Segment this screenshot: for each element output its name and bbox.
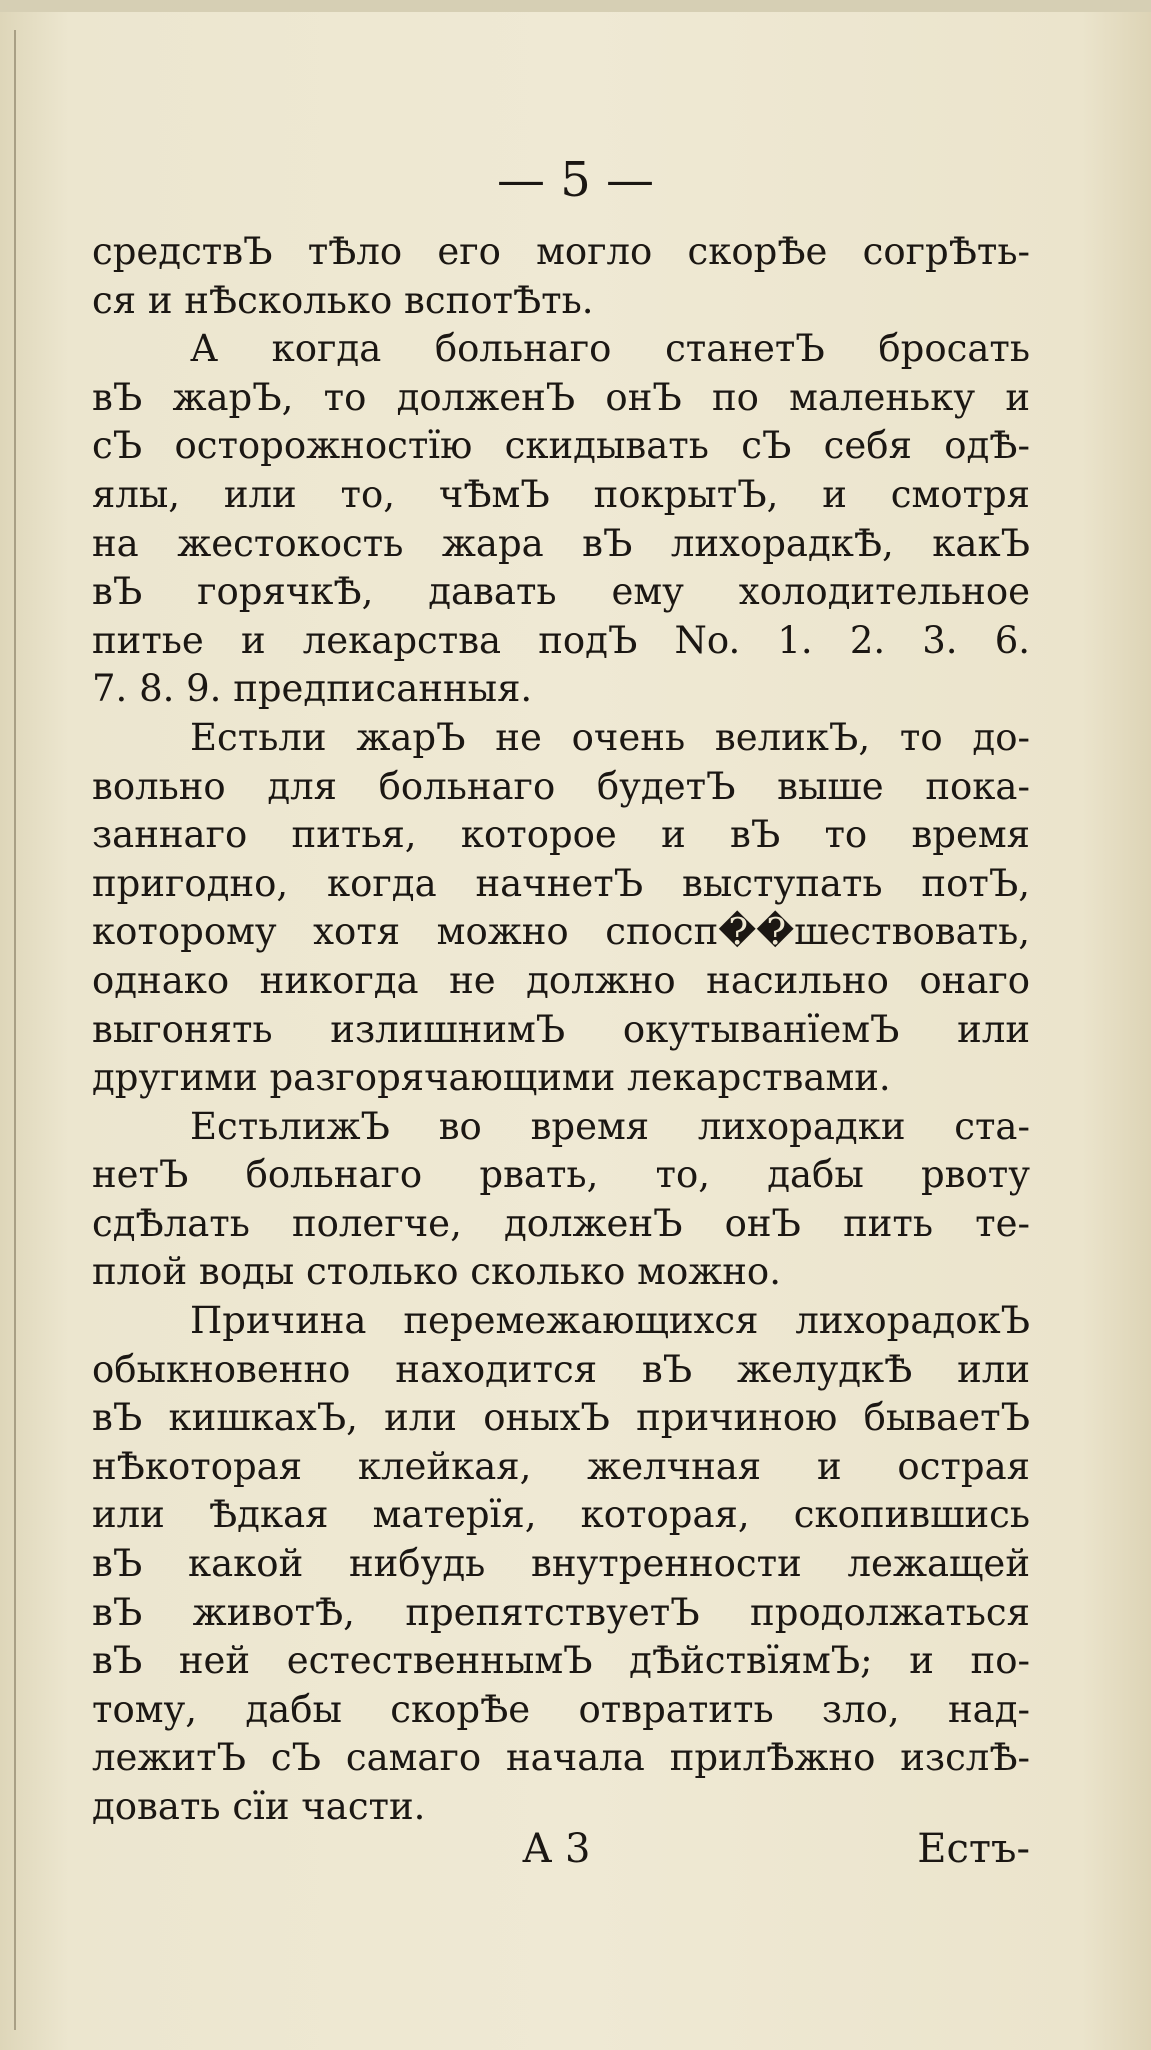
text-line: заннаго питья, которое и вЪ то время [92,813,1030,857]
text-line: нетЪ больнаго рвать, то, дабы рвоту [92,1153,1030,1197]
text-line: вЪ какой нибудь внутренности лежащей [92,1542,1030,1586]
text-line: ЕстьлижЪ во время лихорадки ста- [190,1104,1030,1148]
text-line: питье и лекарства подЪ No. 1. 2. 3. 6. [92,618,1030,662]
page-number-header: — 5 — [496,152,655,208]
body-text [92,228,1030,1832]
text-line: А когда больнаго станетЪ бросать [190,327,1030,371]
text-line: 7. 8. 9. предписанныя. [92,667,533,711]
text-line: Причина перемежающихся лихорадокЪ [190,1299,1030,1343]
text-line: другими разгорячающими лекарствами. [92,1056,891,1100]
text-line: вЪ кишкахЪ, или оныхЪ причиною бываетЪ [92,1396,1030,1440]
text-line: однако никогда не должно насильно онаго [92,958,1030,1002]
text-line: Естьли жарЪ не очень великЪ, то до- [190,715,1030,759]
text-line: которому хотя можно спосп��шествовать, [92,910,1030,954]
text-line: средствЪ тѢло его могло скорѢе согрѢть- [92,230,1030,273]
catchword: Естъ- [917,1826,1030,1872]
text-line: сЪ осторожностїю скидывать сЪ себя одѢ- [92,424,1030,468]
text-line: или Ѣдкая матерїя, которая, скопившись [92,1493,1030,1537]
page-footer [92,1824,1030,1874]
text-line: вЪ жарЪ, то долженЪ онЪ по маленьку и [92,375,1030,419]
text-line: вЪ животѢ, препятствуетЪ продолжаться [92,1590,1030,1634]
text-line: тому, дабы скорѢе отвратить зло, над- [92,1687,1030,1731]
text-line: ся и нѢсколько вспотѢть. [92,278,594,322]
text-line: выгонять излишнимЪ окутыванїемЪ или [92,1007,1030,1051]
text-line: вЪ ней естественнымЪ дѢйствїямЪ; и по- [92,1639,1030,1683]
signature-mark: А 3 [522,1826,591,1872]
text-line: вЪ горячкѢ, давать ему холодительное [92,570,1030,614]
text-line: лежитЪ сЪ самаго начала прилѢжно изслѢ- [92,1736,1030,1780]
text-line: вольно для больнаго будетЪ выше пока- [92,764,1030,808]
text-line: сдѢлать полегче, долженЪ онЪ пить те- [92,1201,1030,1245]
text-line: на жестокость жара вЪ лихорадкѢ, какЪ [92,521,1030,565]
text-line: ялы, или то, чѢмЪ покрытЪ, и смотря [92,472,1030,516]
text-line: пригодно, когда начнетЪ выступать потЪ, [92,861,1030,905]
text-line: нѢкоторая клейкая, желчная и острая [92,1444,1030,1488]
text-line: довать сїи части. [92,1785,426,1828]
page-left-edge [14,30,16,2030]
page-top-edge [0,0,1151,12]
text-line: плой воды столько сколько можно. [92,1250,781,1294]
text-line: обыкновенно находится вЪ желудкѢ или [92,1347,1030,1391]
